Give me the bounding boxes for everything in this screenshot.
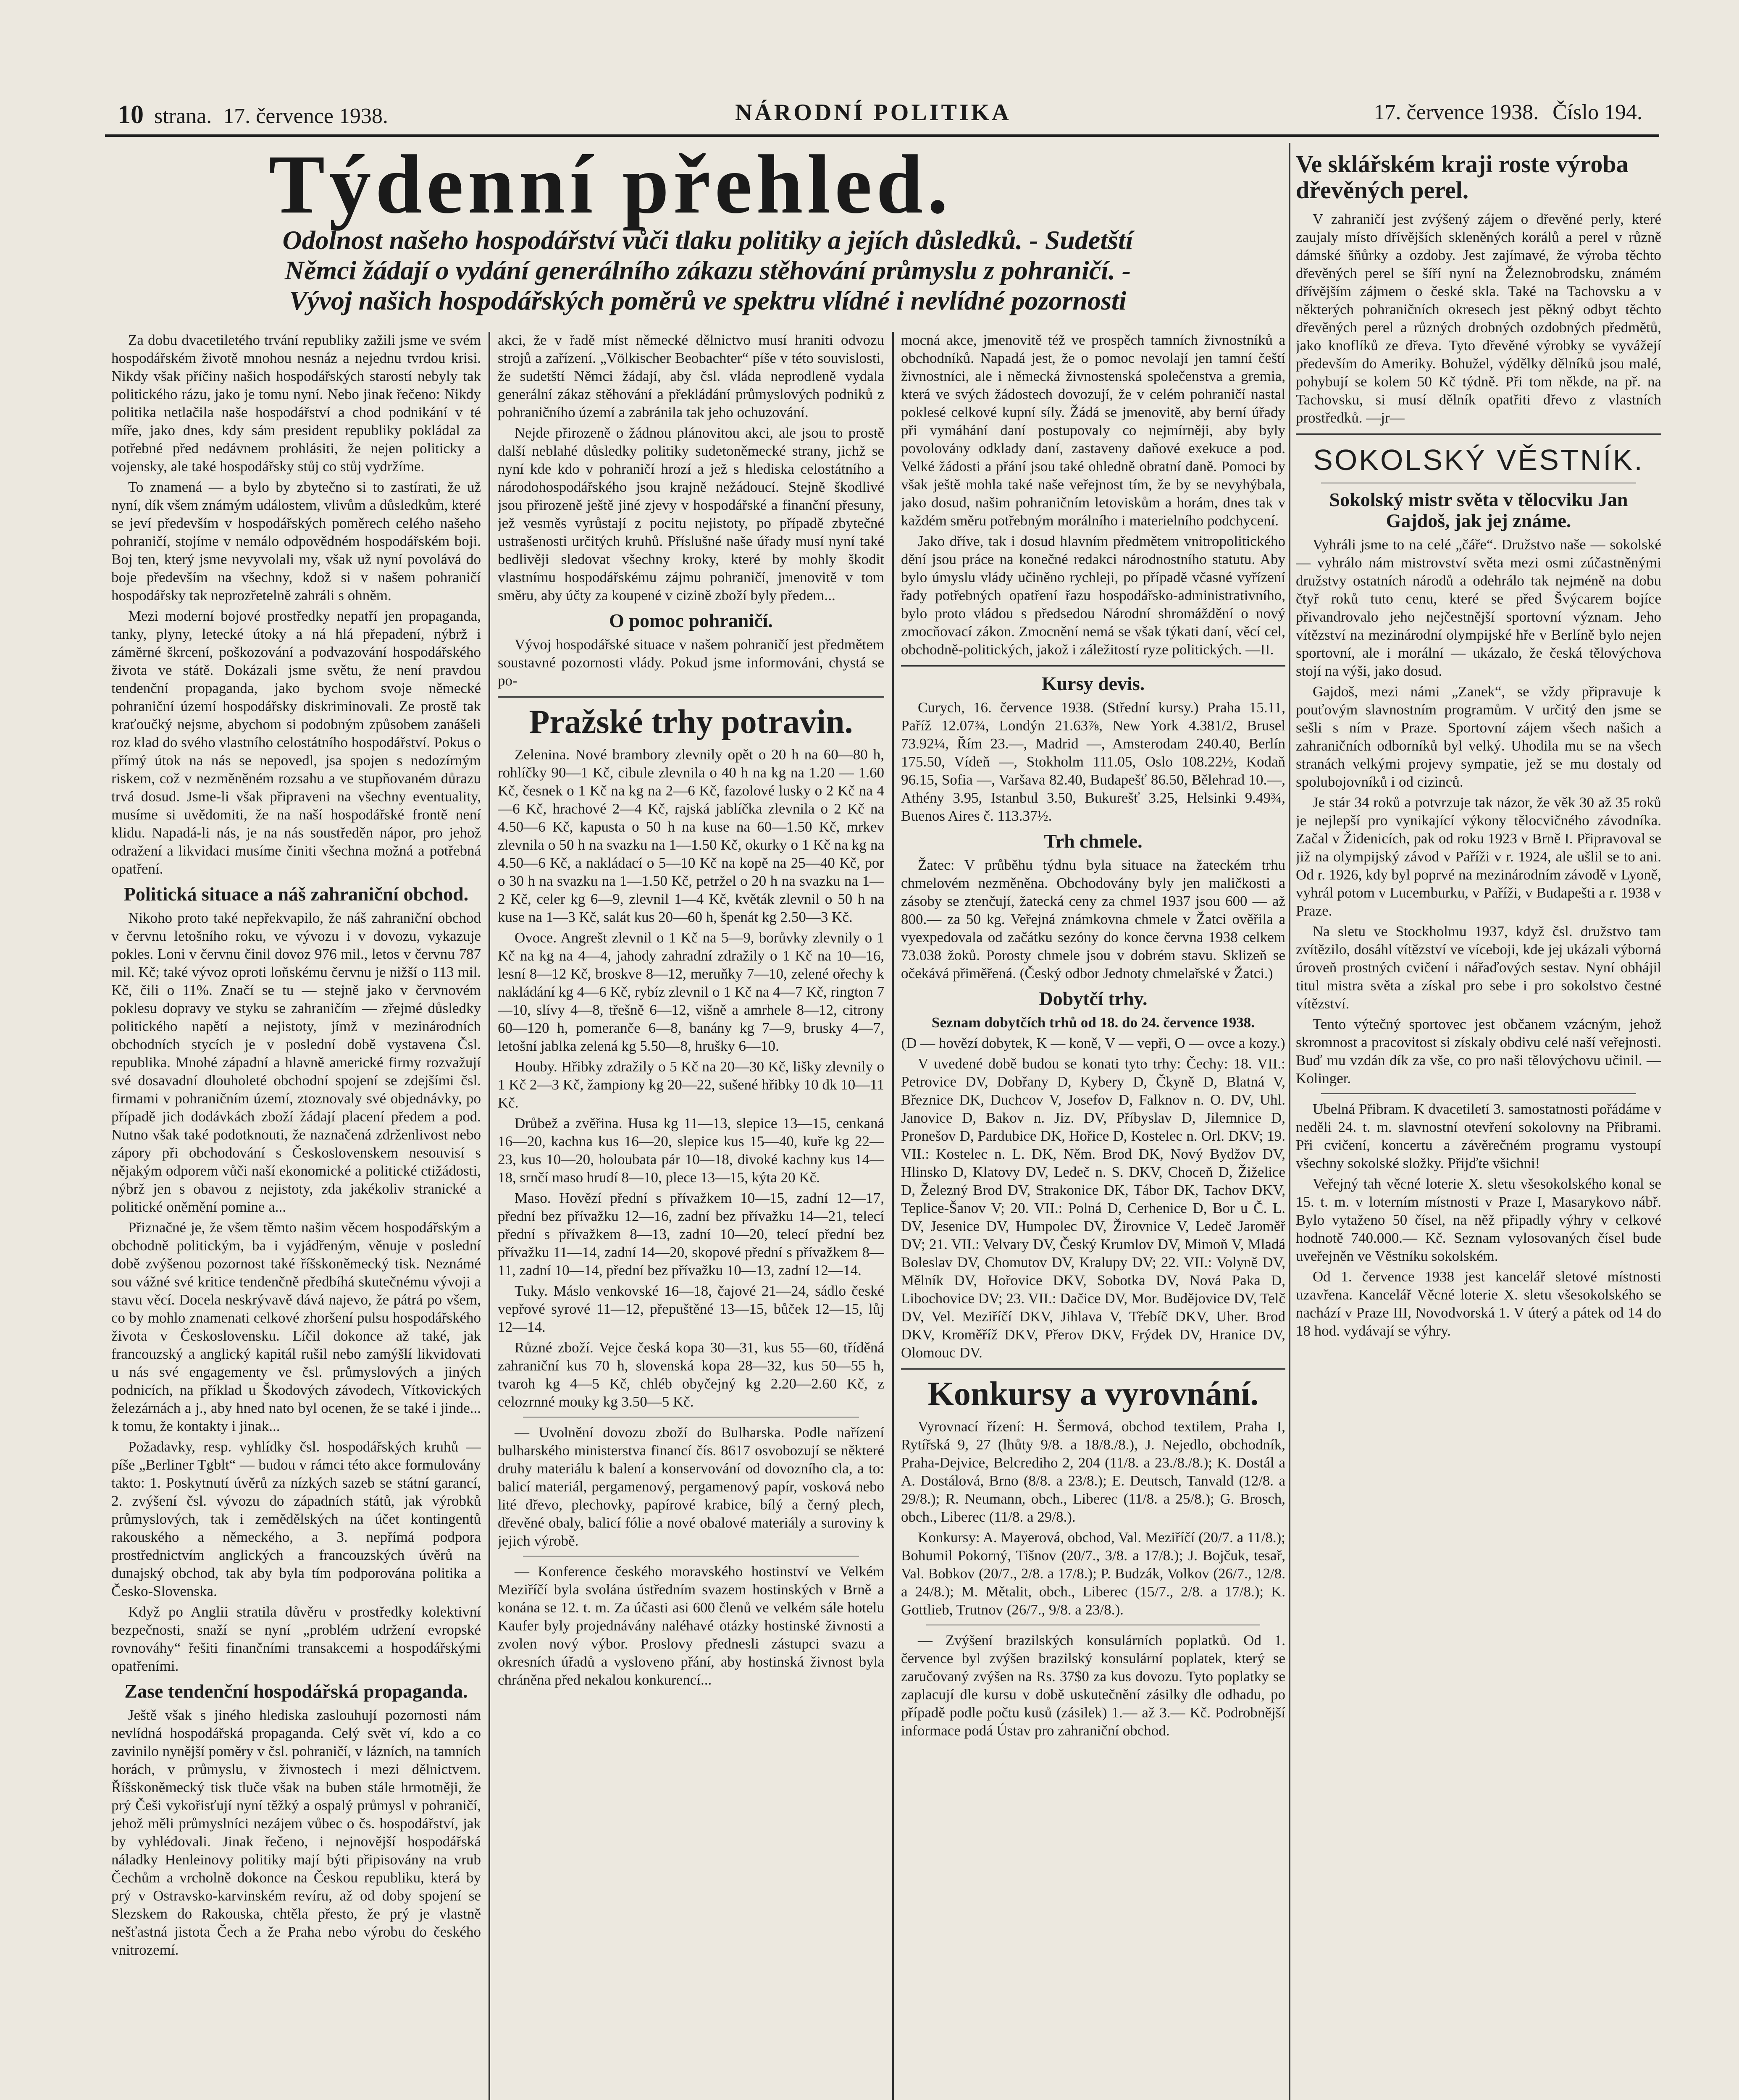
column-2 <box>498 331 884 2100</box>
article-paragraph: Nejde přirozeně o žádnou plánovitou akci, ale jsou to prostě další neblahé důsledky politiky sudetoněmecké strany, jichž se nyní kde kdo v pohraničí hrozí a jež s hlediska celostátního a národohospodářského jsou krajně nežádoucí. Stejně škodlivé jsou přirozeně ještě jiné zjevy v hospodářské a finanční přesuny, jež vesměs vyrůstají z pocitu nejistoty, po případě zbytečné ustrašenosti určitých kruhů. Příslušné naše úřady musí nyní také bedlivěji sledovat všechny kroky, které by mohly škodit vlastnímu hospodářskému zájmu pohraničí, jmenovitě v tom směru, aby účty za koupené v cizině zboží byly předem... <box>498 425 884 604</box>
news-note: Veřejný tah věcné loterie X. sletu všesokolského konal se 15. t. m. v loterním místnosti v Praze I, Masarykovo nábř. Bylo vytaženo 50 čísel, na něž připadly výhry v celkové hodnotě 740.000.— Kč. Seznam vylosovaných čísel bude uveřejněn ve Věstníku sokolském. <box>1296 1176 1661 1264</box>
article-paragraph: Za dobu dvacetiletého trvání republiky zažili jsme ve svém hospodářském životě mnohou nesnáz a nejednu tvrdou krisi. Nikdy však příčiny našich hospodářských starostí nebyly tak politického rázu, jako je tomu nyní. Nebo jinak řečeno: Nikdy politika netlačila naše hospodářství a chod podnikání v té míře, jako dnes, kdy sám president republiky pokládal za potřebné před nedávnem prohlásiti, že nejen politicky a vojensky, ale také hospodářsky stůj co stůj vydržíme. <box>111 332 481 475</box>
article-paragraph: Vyhráli jsme to na celé „čáře“. Družstvo naše — sokolské — vyhrálo nám mistrovství světa mezi osmi zúčastněnými družstvy ostatních národů a odehrálo tak nejméně na dobu čtyř roků tuto cenu, které se před Švýcarem bojíce přivandrovalo jeho nejčestnější sportovní význam. Jeho vítězství na mezinárodní olympijské hře v Berlíně bylo nejen sportovní, ale i morální — ukázalo, že česká tělovýchova stojí na výši, jako dosud. <box>1296 536 1661 679</box>
subhead-line-3: Vývoj našich hospodářských poměrů ve spektru vlídné i nevlídné pozornosti <box>289 286 1127 315</box>
article-paragraph: V zahraničí jest zvýšený zájem o dřevěné perly, které zaujaly místo dřívějších skleněných korálů a perel v různě dámské šňůrky a ozdoby. Jest zajímavé, že výroba těchto dřevěných perel se šíří nyní na Železnobrodsku, známém dřívějším zájmem o české skla. Také na Tachovsku a v některých pohraničních okresech jest pěkný odbyt těchto dřevěných perel a různých drobných ozdobných předmětů, jako knoflíků ze dřeva. Tyto dřevěné výrobky se vyvážejí především do Ameriky. Bohužel, výdělky dělníků jsou malé, pohybují se kolem 50 Kč týdně. Při tom někde, na př. na Tachovsku, si musí dělník opatřiti dřevo z vlastních prostředků. —jr— <box>1296 211 1661 426</box>
section-title: Konkursy a vyrovnání. <box>927 1376 1259 1412</box>
page-headline: Týdenní přehled. <box>269 138 952 231</box>
article-paragraph: Gajdoš, mezi námi „Zanek“, se vždy připravuje k pouťovým slavnostním programům. V určitý den jsme se sešli s ním v Praze. Sportovní zájem všech našich a zahraničních odborníků byl velký. Uhodila mu se na všech stranách velkými projevy sympatie, jež se mu dostaly od spolubojovníků i od cizinců. <box>1296 683 1661 790</box>
article-paragraph: Když po Anglii stratila důvěru v prostředky kolektivní bezpečnosti, snaží se nyní „problém udržení evropské rovnováhy“ řešiti finančními transakcemi a hospodářskými opatřeními. <box>111 1604 481 1674</box>
section-heading: Zase tendenční hospodářská propaganda. <box>124 1680 468 1702</box>
column-1 <box>111 331 481 2100</box>
page-number: 10 <box>118 100 144 129</box>
section-heading: Politická situace a náš zahraniční obchod. <box>123 883 469 905</box>
article-paragraph: Nikoho proto také nepřekvapilo, že náš zahraniční obchod v červnu letošního roku, ve vývozu i v dovozu, vykazuje pokles. Loni v červnu činil dovoz 976 mil., letos v červnu 787 mil. Kč; také vývoz oproti loňskému červnu je nižší o 113 mil. Kč, čili o 11%. Značí se tu — stejně jako v červnovém poklesu dopravy ve styku se zahraničím — zřejmé důsledky politického napětí a nejistoty, jímž v mezinárodních obchodních stycích je v poslední době vystavena Čsl. republika. Mnohé západní a hlavně americké firmy rozvažují své dosavadní dlouholeté obchodní spojení se zdejšími čsl. firmami v pohraničním území, ztoznovaly své objednávky, po případě jich dodávkách zboží žádají placení předem a pod. Nutno však také podotknouti, že naznačená zdrženlivost nebo zápory při obchodování s Československem nesouvisí s nějakým odporem vůči naší ekonomické a politické ctižádosti, nýbrž jen s obavou z nejistoty, zda jakékoliv stranické a politické oněmění pomine a... <box>111 910 481 1215</box>
article-paragraph: Mezi moderní bojové prostředky nepatří jen propaganda, tanky, plyny, letecké útoky a ná hlá přepadení, nýbrž i zámĕrné škrcení, poškozování a podvazování hospodářského života ve státě. Dokázali jsme světu, že není pravdou tendenční propaganda, jako bychom svoje německé pohraniční území hospodářsky diskriminovali. Ze prostě tak kraťoučký nejsme, abychom si podobným způsobem zanášeli roz klad do svého vlastního celostátního hospodářství. Pokus o přímý útok na nás se nepovedl, jsa spojen s nedozírným riskem, což v nezměněném rozsahu a ve stupňovaném důrazu trvá dosud. Jsme-li však připraveni na všechny eventuality, musíme si uvědomiti, že na naší hospodářské frontě není klidu. Napadá-li nás, je na nás soustředěn nápor, pro jehož odražení a likvidaci musíme činiti všechna možná a potřebná opatření. <box>111 608 481 877</box>
section-rule <box>901 665 1285 667</box>
article-paragraph: mocná akce, jmenovitě též ve prospěch tamních živnostníků a obchodníků. Napadá jest, že o pomoc nevolají jen tamní čeští živnostníci, ale i německá živnostenská společenstva a gremia, která ve svých žádostech dovozují, že v celém pohraničí nastal poklesé celkové kupní síly. Žádá se jmenovitě, aby berní úřady při vymáhání daní postupovaly co nejmírněji, aby byly povolovány odklady daní, zastaveny daňové exekuce a pod. Velké žádosti a přání jsou také ohledně obratní daně. Pomoci by však ještě mohla také naše veřejnost tím, že by se nevyhýbala, jako dosud, našim pohraničním letoviskům a horám, dnes tak v každém směru potřebným morálního i materielního podchycení. <box>901 332 1285 529</box>
news-note: — Zvýšení brazilských konsulárních poplatků. Od 1. července byl zvýšen brazilský konsulární poplatek, který se zaručovaný zvýšen na Rs. 37$0 za kus dovozu. Tyto poplatky se zaplacují dle kursu v době uskutečnění zásilky dle odhadu, po případě podle počtu kusů (zásilek) 1.— až 3.— Kč. Podrobnější informace podá Ústav pro zahraniční obchod. <box>901 1632 1285 1739</box>
market-paragraph: Žatec: V průběhu týdnu byla situace na žateckém trhu chmelovém nezměněna. Obchodovány byly jen maličkosti a zásoby se ztenčují, žatecká ceny za chmel 1937 jsou 600 — až 800.— za 50 kg. Veřejná známkovna chmele v Žatci ověřila a vyexpedovala od začátku sezóny do konce června 1938 celkem 73.038 žoků. Porosty chmele jsou v dobrém stavu. Sklizeň se očekává přiměřená. (Český odbor Jednoty chmelařské v Žatci.) <box>901 857 1285 982</box>
article-paragraph: Je stár 34 roků a potvrzuje tak názor, že věk 30 až 35 roků je nejlepší pro vynikající výkony tělocvičného závodníka. Začal v Židenicích, pak od roku 1923 v Brně I. Připravoval se již na olympijský závod v Paříži v r. 1924, ale ušlil se to ani. Od r. 1926, kdy byl poprvé na mezinárodním závodě v Lyoně, vyhrál potom v Lucemburku, v Paříži, v Budapešti a r. 1938 v Praze. <box>1296 794 1661 919</box>
article-paragraph: Požadavky, resp. vyhlídky čsl. hospodářských kruhů — píše „Berliner Tgblt“ — budou v rámci této akce formulovány takto: 1. Poskytnutí úvěrů za nízkých sazeb se státní garancí, 2. zvýšení čsl. vývozu do západních států, jak výrobků průmyslových, tak i zemědělských na účet kontingentů rakouského a německého, a 3. nepřímá podpora prostřednictvím anglických a francouzských úvěrů na dunajský obchod, tak aby byla tím podporována politika a Česko-Slovenska. <box>111 1438 481 1599</box>
column-3 <box>901 331 1285 2100</box>
masthead-right <box>1374 100 1642 125</box>
news-note: — Konference českého moravského hostinství ve Velkém Meziříčí byla svolána ústředním svazem hostinských v Brně a konána se 12. t. m. Za účasti asi 600 členů ve velkém sále hotelu Kaufer byly projednávány naléhavé otázky hostinské živnosti a zvolen nový výbor. Proslovy přednesli zástupci svazu a okresních úřadů a vysloveno přání, aby hostinská živnost byla chráněna před nekalou konkurencí... <box>498 1563 884 1688</box>
divider <box>523 1417 859 1418</box>
news-note: Ubelná Přibram. K dvacetiletí 3. samostatnosti pořádáme v neděli 24. t. m. slavnostní otevření sokolovny na Přibrami. Při cvičení, koncertu a závěrečném programu vystoupí všechny sokolské složky. Přijďte všichni! <box>1296 1101 1661 1171</box>
legend-text: (D — hovězí dobytek, K — koně, V — vepři, O — ovce a kozy.) <box>901 1035 1285 1051</box>
date-right: 17. července 1938. <box>1374 100 1539 124</box>
divider <box>1321 1093 1636 1094</box>
article-paragraph: Ještě však s jiného hlediska zaslouhují pozornosti nám nevlídná hospodářská propaganda. Celý svět ví, kdo a co zavinilo nynější poměry v čsl. pohraničí, v lázních, na tamních horách, v průmyslu, v živnostech i mezi dělnictvem. Říšskoněmecký tisk tluče však na buben stále hrmotněji, že prý Češi vykořisťují nyní těžký a ospalý průmysl v pohraničí, jehož měli průmyslníci nezájem vůbec o čs. hospodářství, jak by vyhlédovali. Jinak řečeno, i nejnovější hospodářská náladky Henleinovy politiky mají býti připisovány na vrub Čechům a vrcholně dokonce na Českou republiku, která by prý v Ostravsko-karvinském revíru, až od doby spojení se Slezskem do Rakouska, chtěla přesto, že prý je vlastně nešťastná jistota Čech a že Praha nebo výrobu do českého vnitrozemí. <box>111 1707 481 1958</box>
market-paragraph: Zelenina. Nové brambory zlevnily opět o 20 h na 60—80 h, rohlíčky 90—1 Kč, cibule zlevnila o 40 h na kg na 1.20 — 1.60 Kč, česnek o 1 Kč na kg na 2—6 Kč, fazolové lusky o 2 Kč na 4—6 Kč, hrachové 2—4 Kč, rajská jablíčka zlevnila o 2 Kč na 4.50—6 Kč, kapusta o 50 h na kuse na 60—1.50 Kč, mrkev zlevnila o 50 h na svazku na 1—1.50 Kč, okurky o 1 Kč na kg na 4.50—6 Kč, a nakládací o 5—10 Kč na kopě na 25—40 Kč, por o 30 h na svazku na 1—1.50 Kč, petržel o 20 h na svazku na 1—2 Kč, celer kg 6—9, zlevnil 1—4 Kč, květák zlevnil o 50 h na kuse na 1—3 Kč, salát kus 20—60 h, špenát kg 2.50—3 Kč. <box>498 746 884 925</box>
section-title: Pražské trhy potravin. <box>529 704 853 740</box>
sidebar-headline: Ve sklářském kraji roste výroba dřevěných perel. <box>1296 151 1629 204</box>
market-paragraph: Ovoce. Angrešt zlevnil o 1 Kč na 5—9, borůvky zlevnily o 1 Kč na kg na 4—4, jahody zahradní zdražily o 1 Kč na 10—16, lesní 8—12 Kč, broskve 8—12, meruňky 7—10, zelené ořechy k nakládání kg 4—6 Kč, rybíz zlevnil o 1 Kč na 4—7 Kč, rington 7—10, slívy 4—8, třešně 6—12, višně a amrhele 8—12, citrony 60—120 h, pomeranče 6—8, banány kg 7—9, brusky 4—7, letošní jablka zelená kg 5.50—8, hrušky 6—10. <box>498 929 884 1054</box>
market-paragraph: Různé zboží. Vejce česká kopa 30—31, kus 55—60, tříděná zahraniční kus 70 h, slovenská kopa 28—32, kus 50—55 h, tvaroh kg 4—5 Kč, chléb obyčejný kg 2.20—2.60 Kč, z celozrnné mouky kg 3.50—5 Kč. <box>498 1339 884 1410</box>
news-note: Od 1. července 1938 jest kancelář sletové místnosti uzavřena. Kancelář Věcné loterie X. sletu všesokolského se nachází v Praze III, Novodvorská 1. V úterý a pátek od 14 do 18 hod. vydávají se výhry. <box>1296 1268 1661 1339</box>
top-rule <box>105 134 1659 137</box>
section-heading: Kursy devis. <box>1041 673 1145 694</box>
article-paragraph: Jako dříve, tak i dosud hlavním předmětem vnitropolitického dění jsou práce na konečné redakci národnostního statutu. Aby bylo úmyslu vlády učiněno rychleji, po případě včasné vyřízení řady potřebných opatření řazu hospodářsko-administrativního, bylo proto vládou s předsedou Národní shromáždění o nový zmocňovací zákon. Zmocnění nemá se však týkati daní, věcí cel, obchodně-politických, jakož i záležitostí ryze politických. —II. <box>901 533 1285 658</box>
subhead-line-2: Němci žádají o vydání generálního zákazu stěhování průmyslu z pohraničí. - <box>284 255 1131 285</box>
article-paragraph: To znamená — a bylo by zbytečno si to zastírati, že už nyní, dík všem známým událostem, vlivům a důsledkům, které se jeví především v hospodářských poměrech celého našeho pohraničí, stojíme v nemálo odpovědném hospodářském boji. Boj ten, který jsme nevyvolali my, však už nyní povolává do boje především na všechny, kdož si v našem pohraničí hospodářsky tak neprozřetelně zahráli s ohněm. <box>111 479 481 604</box>
article-paragraph: Přiznačné je, že všem těmto našim věcem hospodářským a obchodně politickým, ba i vyjádřeným, věnuje v poslední době zvýšenou pozornost také říšskoněmecký tisk. Neznámé sou vážné své kritice tendenčně předbíhá skutečnému vývoji a stavu věcí. Docela neskrývavě dává najevo, že pátrá po všem, co by mohlo znamenati celkové zhoršení pulsu hospodářského života v Československu. Líčil dokonce až také, jak francouzský a anglický kapitál rušil nebo zamýšlí likvidovati u nás své engagementy ve čsl. průmyslových a jiných podnicích, na příklad u Škodových závodech, Vítkovických železárnách a j., aby hned nato byl ocenen, že se také i jinde... k tomu, že kontakty i jinak... <box>111 1219 481 1434</box>
page-word: strana. <box>154 104 212 128</box>
masthead <box>105 96 1659 129</box>
column-rule <box>892 332 894 2100</box>
article-paragraph: Konkursy: A. Mayerová, obchod, Val. Meziříčí (20/7. a 11/8.); Bohumil Pokorný, Tišnov (20/7., 3/8. a 17/8.); J. Bojčuk, tesař, Val. Bobkov (20/7., 2/8. a 17/8.); P. Budzák, Volkov (26/7., 12/8. a 24/8.); M. Mětalit, obch., Liberec (15/7., 2/8. a 17/8.); K. Gottlieb, Trutnov (26/7., 9/8. a 23/8.). <box>901 1529 1285 1618</box>
article-paragraph: Vývoj hospodářské situace v našem pohraničí jest předmětem soustavné pozornosti vlády. Pokud jsme informováni, chystá se po- <box>498 636 884 689</box>
paper-title: NÁRODNÍ POLITIKA <box>735 100 1011 126</box>
masthead-left <box>118 100 388 130</box>
article-paragraph: Tento výtečný sportovec jest občanem vzácným, jehož skromnost a pracovitost si získaly obdivu celé naší veřejnosti. Buď mu vzdán dík za vše, co pro naši tělovýchovu učinil. — Kolinger. <box>1296 1016 1661 1087</box>
section-heading: O pomoc pohraničí. <box>609 610 773 631</box>
section-heading: Sokolský mistr světa v tělocviku Jan Gajdoš, jak jej známe. <box>1329 489 1628 531</box>
section-rule <box>498 696 884 698</box>
section-rule <box>901 1368 1285 1370</box>
section-heading: Dobytčí trhy. <box>1039 988 1148 1009</box>
sokol-section-title: SOKOLSKÝ VĚSTNÍK. <box>1313 444 1644 476</box>
article-paragraph: akci, že v řadě míst německé dělnictvo musí hraniti odvozu strojů a zařízení. „Völkischer Beobachter“ píše v této souvislosti, že sudetští Němci žádají, aby čsl. vláda neprodleně vydala generální zákaz stěhování a překládání průmyslových podniků z pohraničního území a zabránila tak jeho ochuzování. <box>498 332 884 420</box>
news-note: — Uvolnění dovozu zboží do Bulharska. Podle nařízení bulharského ministerstva financí čís. 8617 osvobozují se některé druhy materiálu k balení a konservování od dovozního cla, a to: balicí materiál, pergamenový, pergamenový papír, vosková nebo lité dřevo, plechovky, papírové krabice, bílý a černý plech, dřevěné obaly, balicí fólie a nové obalové materiály a suroviny k jejich výrobě. <box>498 1424 884 1549</box>
market-paragraph: Curych, 16. července 1938. (Střední kursy.) Praha 15.11, Paříž 12.07¾, Londýn 21.63⅞, New York 4.381/2, Brusel 73.92¼, Řím 23.—, Madrid —, Amsterodam 240.40, Berlín 175.50, Vídeň —, Stokholm 111.05, Oslo 108.22½, Kodaň 96.15, Sofia —, Varšava 82.40, Budapešť 86.50, Bělehrad 10.—, Athény 3.95, Istanbul 3.50, Bukurešť 3.25, Helsinki 9.49¾, Buenos Aires č. 113.37½. <box>901 699 1285 824</box>
issue-number: Číslo 194. <box>1552 100 1642 124</box>
divider <box>523 1556 859 1557</box>
section-rule <box>1296 433 1661 435</box>
section-heading: Trh chmele. <box>1044 830 1143 852</box>
market-paragraph: Houby. Hřibky zdražily o 5 Kč na 20—30 Kč, lišky zlevnily o 1 Kč 2—3 Kč, žampiony kg 20—22, sušené hřibky 10 dk 10—11 Kč. <box>498 1058 884 1111</box>
date-left: 17. července 1938. <box>223 104 388 128</box>
article-paragraph: Na sletu ve Stockholmu 1937, když čsl. družstvo tam zvítězilo, dosáhl vítězství ve víceboji, kde jej ukázali výborná úroveň prostných cvičení i nářaďových sestav. Nyní obhájil titul mistra světa a získal pro sebe i pro sokolstvo čestné vítězství. <box>1296 923 1661 1012</box>
column-4 <box>1296 151 1661 2100</box>
column-rule <box>489 332 490 2100</box>
market-paragraph: Drůbež a zvěřina. Husa kg 11—13, slepice 13—15, cenkaná 16—20, kachna kus 16—20, slepice kus 15—40, kuře kg 22—23, kus 10—20, holoubata pár 10—18, divoké kachny kus 14—18, srnčí maso hrudí 8—10, plece 13—15, kýta 20 Kč. <box>498 1115 884 1186</box>
market-paragraph: Maso. Hovězí přední s přívažkem 10—15, zadní 12—17, přední bez přívažku 12—16, zadní bez přívažku 14—21, telecí přední s přívažkem 8—13, zadní 10—20, telecí přední bez přívažku 11—14, zadní 14—20, skopové přední s přívažkem 8—11, zadní 10—14, přední bez přívažku 10—13, zadní 12—14. <box>498 1190 884 1278</box>
list-heading: Seznam dobytčích trhů od 18. do 24. července 1938. <box>932 1014 1255 1031</box>
subhead-line-1: Odolnost našeho hospodářství vůči tlaku politiky a jejích důsledků. - Sudetští <box>282 225 1133 255</box>
market-paragraph: V uvedené době budou se konati tyto trhy: Čechy: 18. VII.: Petrovice DV, Dobřany D, Kybery D, Čkyně D, Blatná V, Březnice DK, Duchcov V, Josefov D, Falknov n. O. DV, Uhl. Janovice D, Bakov n. Jiz. DV, Příbyslav D, Jilemnice D, Pronešov D, Pardubice DK, Hořice D, Kostelec n. Orl. DKV; 19. VII.: Kostelec n. L. DK, Něm. Brod DK, Nový Bydžov DV, Hlinsko D, Klatovy DV, Ledeč n. S. DKV, Choceň D, Žiželice D, Železný Brod DV, Strakonice DK, Tábor DK, Tachov DKV, Teplice-Šanov V; 20. VII.: Polná D, Cerhenice D, Bor u Č. L. DV, Jesenice DV, Humpolec DV, Žirovnice V, Ledeč Jaroměř DV; 21. VII.: Velvary DV, Český Krumlov DV, Mimoň V, Mladá Boleslav DV, Chomutov DV, Kralupy DV; 22. VII.: Volyně DV, Mělník DV, Hořovice DKV, Sobotka DV, Nová Paka D, Libochovice DV; 23. VII.: Dačice DV, Mor. Budějovice DV, Telč DV, Vel. Meziříčí DKV, Jihlava V, Třebíč DKV, Uher. Brod DKV, Kroměříž DKV, Přerov DKV, Frýdek DV, Hranice DV, Olomouc DV. <box>901 1055 1285 1361</box>
market-paragraph: Tuky. Máslo venkovské 16—18, čajové 21—24, sádlo české vepřové syrové 11—12, přepuštěné 13—15, bůček 12—15, lůj 12—14. <box>498 1283 884 1335</box>
article-paragraph: Vyrovnací řízení: H. Šermová, obchod textilem, Praha I, Rytířská 9, 27 (lhůty 9/8. a 18/8./8.), J. Nejedlo, obchodník, Praha-Dejvice, Belcrediho 2, 204 (11/8. a 23./8./8.); K. Dostál a A. Dostálová, Brno (8/8. a 23/8.); E. Deutsch, Tanvald (12/8. a 29/8.); R. Neumann, obch., Liberec (11/8. a 25/8.); G. Brosch, obch., Liberec (11/8. a 29/8.). <box>901 1418 1285 1525</box>
column-rule <box>1289 143 1290 2100</box>
